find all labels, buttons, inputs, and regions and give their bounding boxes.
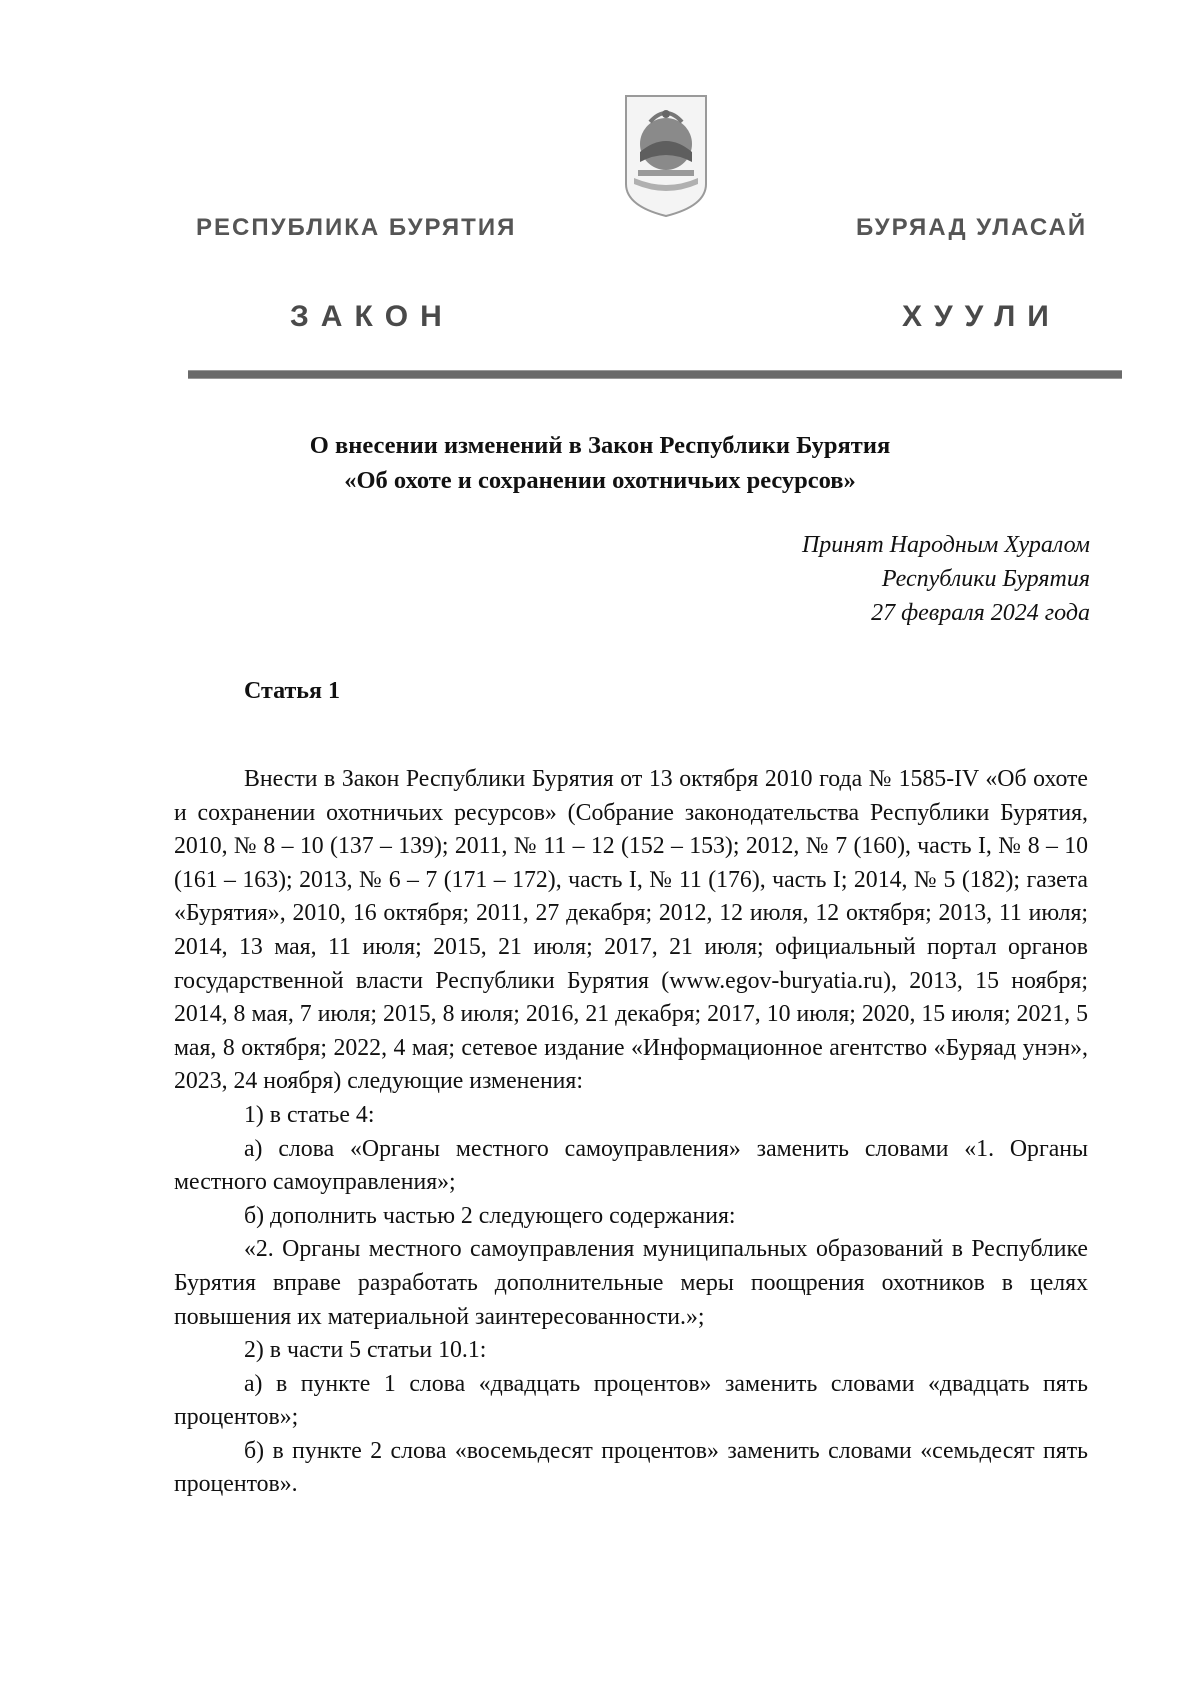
- article-heading: Статья 1: [244, 678, 340, 704]
- paragraph: б) дополнить частью 2 следующего содержания:: [244, 1202, 736, 1229]
- law-label-bua: ХУУЛИ: [902, 300, 1061, 333]
- adoption-note: [802, 528, 1090, 630]
- paragraph: 2) в части 5 статьи 10.1:: [244, 1337, 487, 1364]
- header-divider: [188, 370, 1122, 379]
- paragraph: 1) в статье 4:: [244, 1101, 375, 1128]
- paragraph: «2. Органы местного самоуправления муниципальных образований в Республике Бурятия вправе разработать дополнительные меры поощрения охотников в целях повышения их материальной заинтересованности.»;: [174, 1236, 1088, 1330]
- republic-name-bua: БУРЯАД УЛАСАЙ: [856, 214, 1088, 241]
- republic-name-ru: РЕСПУБЛИКА БУРЯТИЯ: [196, 214, 517, 241]
- paragraph: а) в пункте 1 слова «двадцать процентов» заменить словами «двадцать пять процентов»;: [174, 1370, 1088, 1431]
- title-line-2: «Об охоте и сохранении охотничьих ресурсов»: [344, 467, 856, 494]
- law-label-ru: ЗАКОН: [290, 300, 454, 333]
- adoption-line-2: Республики Бурятия: [881, 566, 1090, 592]
- paragraph: Внести в Закон Республики Бурятия от 13 октября 2010 года № 1585-IV «Об охоте и сохранении охотничьих ресурсов» (Собрание законодательства Республики Бурятия, 2010, № 8 – 10 (137 – 139); 2011, № 11 – 12 (152 – 153); 2012, № 7 (160), часть I, № 8 – 10 (161 – 163); 2013, № 6 – 7 (171 – 172), часть I, № 11 (176), часть I; 2014, № 5 (182); газета «Бурятия», 2010, 16 октября; 2011, 27 декабря; 2012, 12 июля, 12 октября; 2013, 11 июля; 2014, 13 мая, 11 июля; 2015, 21 июля; 2017, 21 июля; официальный портал органов государственной власти Республики Бурятия (www.egov-buryatia.ru), 2013, 15 ноября; 2014, 8 мая, 7 июля; 2015, 8 июля; 2016, 21 декабря; 2017, 10 июля; 2020, 15 июля; 2021, 5 мая, 8 октября; 2022, 4 мая; сетевое издание «Информационное агентство «Буряад унэн», 2023, 24 ноября) следующие изменения:: [174, 766, 1088, 1095]
- paragraph: б) в пункте 2 слова «восемьдесят процентов» заменить словами «семьдесят пять процентов».: [174, 1437, 1088, 1498]
- adoption-line-1: Принят Народным Хуралом: [801, 532, 1090, 558]
- adoption-line-3: 27 февраля 2024 года: [871, 600, 1090, 626]
- document-title: [170, 428, 1030, 498]
- coat-of-arms-icon: [620, 92, 712, 220]
- title-line-1: О внесении изменений в Закон Республики Бурятия: [309, 432, 891, 459]
- paragraph: а) слова «Органы местного самоуправления» заменить словами «1. Органы местного самоуправления»;: [174, 1135, 1088, 1196]
- article-body: [174, 763, 1088, 1502]
